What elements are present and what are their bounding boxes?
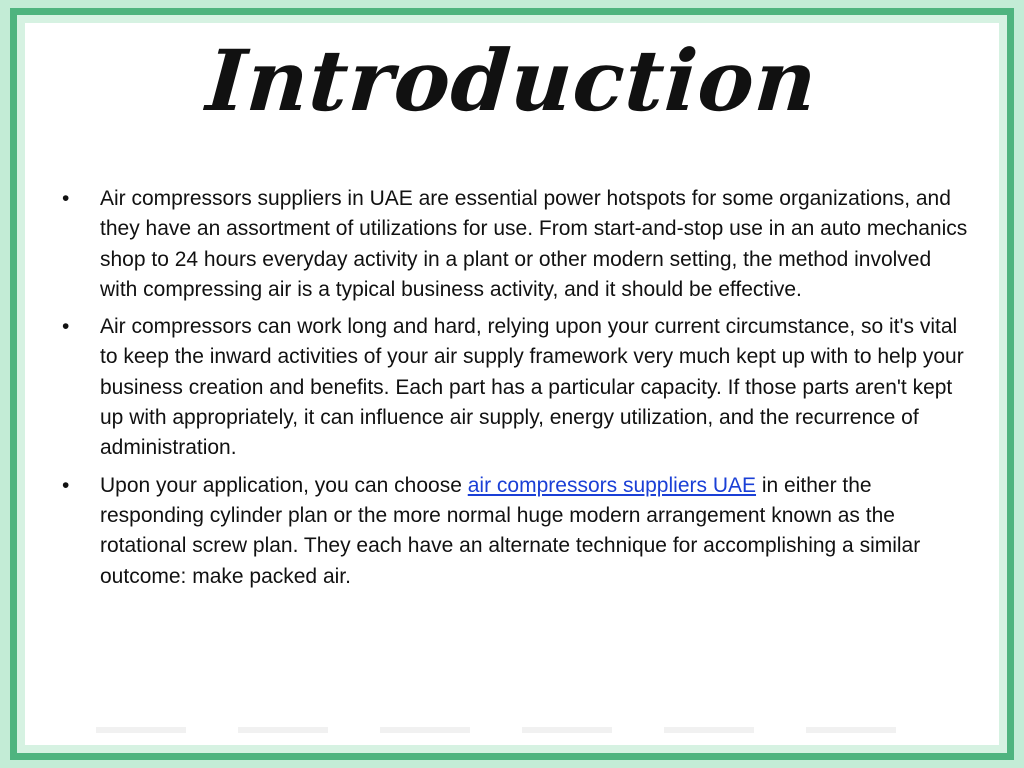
bullet-text: Air compressors suppliers in UAE are essential power hotspots for some organizations, and they have an assortment of utilizations for use. From start-and-stop use in an auto mechanics shop to 24 hours everyday activity in a plant or other modern setting, the method involved with compressing air is a typical business activity, and it should be effective.	[100, 187, 968, 301]
bullet-text-before-link: Upon your application, you can choose	[100, 473, 468, 497]
bullet-item-3	[62, 471, 974, 592]
bullet-icon: •	[62, 315, 70, 339]
footer-mark	[806, 727, 896, 733]
footer-mark	[380, 727, 470, 733]
footer-mark	[664, 727, 754, 733]
bullet-text-after-link: in either the responding cylinder plan or the more normal huge modern arrangement known as the rotational screw plan. They each have an alternate technique for accomplishing a similar outcome: make packed air.	[100, 473, 921, 588]
bullet-icon: •	[62, 187, 70, 210]
bullet-list	[62, 184, 974, 599]
air-compressors-suppliers-link[interactable]: air compressors suppliers UAE	[467, 473, 757, 497]
footer-mark	[522, 727, 612, 733]
bullet-icon: •	[62, 473, 70, 497]
slide-title: Introduction	[203, 31, 821, 130]
footer-mark	[96, 727, 186, 733]
bullet-item-1	[62, 184, 974, 305]
bullet-item-2	[62, 312, 974, 463]
bullet-text: Air compressors can work long and hard, relying upon your current circumstance, so it's vital to keep the inward activities of your air supply framework very much kept up with to help your business creation and benefits. Each part has a particular capacity. If those parts aren't kept up with appropriately, it can influence air supply, energy utilization, and the recurrence of administration.	[100, 315, 964, 460]
footer-mark	[238, 727, 328, 733]
footer-watermark-strip	[96, 727, 896, 735]
